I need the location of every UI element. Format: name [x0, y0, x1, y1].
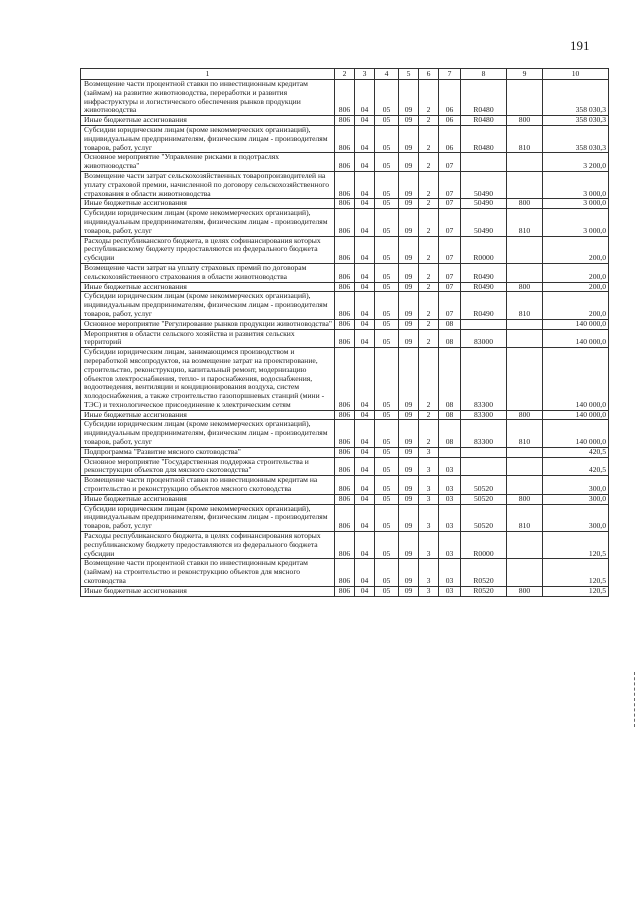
- table-row: [81, 236, 609, 263]
- row-description-cell: Иные бюджетные ассигнования: [81, 199, 335, 209]
- code-expense-type-cell: [507, 153, 543, 172]
- row-description-cell: Возмещение части затрат на уплату страховых премий по договорам сельскохозяйственного страхования в области животноводства: [81, 263, 335, 282]
- code-event-cell: 03: [439, 476, 461, 495]
- code-program-cell: 09: [399, 348, 419, 411]
- code-section-cell: 04: [355, 199, 375, 209]
- code-event-cell: 07: [439, 282, 461, 292]
- code-section-cell: 04: [355, 447, 375, 457]
- code-event-cell: 03: [439, 457, 461, 476]
- amount-cell: 3 000,0: [543, 199, 609, 209]
- code-subprogram-cell: 2: [419, 153, 439, 172]
- amount-cell: 3 000,0: [543, 209, 609, 236]
- code-program-cell: 09: [399, 476, 419, 495]
- code-ministry-cell: 806: [335, 494, 355, 504]
- code-program-cell: 09: [399, 329, 419, 348]
- amount-cell: 140 000,0: [543, 329, 609, 348]
- row-description-cell: Субсидии юридическим лицам, занимающимся производством и переработкой мясопродуктов, на возмещение затрат на проектирование, строительство, реконструкцию, капитальный ремонт, модернизацию объектов электроснабжения, тепло- и пароснабжения, водоснабжения, водоотведения, вентиляции и кондиционирования воздуха, систем холодоснабжения, а также строительство газопоршневых станций (мини - ТЭС) и технологическое присоединение к электрическим сетям: [81, 348, 335, 411]
- amount-cell: 200,0: [543, 263, 609, 282]
- code-direction-cell: R0480: [461, 116, 507, 126]
- code-event-cell: 03: [439, 559, 461, 586]
- code-subsection-cell: 05: [375, 171, 399, 198]
- row-description-cell: Возмещение части процентной ставки по инвестиционным кредитам (займам) на развитие животноводства, переработки и развития инфраструктуры и логистического обеспечения рынков продукции животноводства: [81, 80, 335, 116]
- header-cell: 5: [399, 69, 419, 80]
- table-body: [81, 80, 609, 597]
- code-subsection-cell: 05: [375, 125, 399, 152]
- code-subprogram-cell: 2: [419, 199, 439, 209]
- code-program-cell: 09: [399, 263, 419, 282]
- code-expense-type-cell: [507, 348, 543, 411]
- code-event-cell: 08: [439, 319, 461, 329]
- row-description-cell: Иные бюджетные ассигнования: [81, 116, 335, 126]
- code-direction-cell: R0000: [461, 532, 507, 559]
- code-expense-type-cell: 800: [507, 410, 543, 420]
- code-ministry-cell: 806: [335, 420, 355, 447]
- code-subsection-cell: 05: [375, 319, 399, 329]
- code-section-cell: 04: [355, 457, 375, 476]
- code-direction-cell: 83000: [461, 329, 507, 348]
- table-row: [81, 504, 609, 531]
- code-subsection-cell: 05: [375, 504, 399, 531]
- code-event-cell: 03: [439, 586, 461, 596]
- code-ministry-cell: 806: [335, 476, 355, 495]
- code-subprogram-cell: 2: [419, 263, 439, 282]
- code-subsection-cell: 05: [375, 292, 399, 319]
- amount-cell: 120,5: [543, 532, 609, 559]
- code-expense-type-cell: [507, 447, 543, 457]
- row-description-cell: Возмещение части процентной ставки по инвестиционным кредитам (займам) на строительство и реконструкцию объектов для мясного скотоводства: [81, 559, 335, 586]
- code-program-cell: 09: [399, 504, 419, 531]
- code-subsection-cell: 05: [375, 236, 399, 263]
- code-subprogram-cell: 2: [419, 410, 439, 420]
- row-description-cell: Субсидии юридическим лицам (кроме некоммерческих организаций), индивидуальным предпринимателям, физическим лицам - производителям товаров, работ, услуг: [81, 125, 335, 152]
- code-ministry-cell: 806: [335, 171, 355, 198]
- code-subsection-cell: 05: [375, 410, 399, 420]
- code-direction-cell: [461, 319, 507, 329]
- code-direction-cell: R0520: [461, 586, 507, 596]
- code-expense-type-cell: 810: [507, 420, 543, 447]
- table-row: [81, 348, 609, 411]
- code-direction-cell: 83300: [461, 348, 507, 411]
- table-row: [81, 319, 609, 329]
- code-direction-cell: 50490: [461, 199, 507, 209]
- table-row: [81, 457, 609, 476]
- code-section-cell: 04: [355, 116, 375, 126]
- code-section-cell: 04: [355, 348, 375, 411]
- amount-cell: 300,0: [543, 476, 609, 495]
- code-event-cell: 07: [439, 236, 461, 263]
- amount-cell: 300,0: [543, 494, 609, 504]
- code-ministry-cell: 806: [335, 292, 355, 319]
- code-program-cell: 09: [399, 559, 419, 586]
- table-row: [81, 171, 609, 198]
- code-ministry-cell: 806: [335, 199, 355, 209]
- budget-table: [80, 68, 609, 597]
- row-description-cell: Субсидии юридическим лицам (кроме некоммерческих организаций), индивидуальным предпринимателям, физическим лицам - производителям товаров, работ, услуг: [81, 209, 335, 236]
- code-expense-type-cell: 800: [507, 116, 543, 126]
- code-ministry-cell: 806: [335, 410, 355, 420]
- code-subprogram-cell: 3: [419, 476, 439, 495]
- code-ministry-cell: 806: [335, 586, 355, 596]
- code-subsection-cell: 05: [375, 209, 399, 236]
- code-expense-type-cell: 810: [507, 292, 543, 319]
- code-program-cell: 09: [399, 420, 419, 447]
- code-subprogram-cell: 2: [419, 329, 439, 348]
- code-direction-cell: R0480: [461, 125, 507, 152]
- code-section-cell: 04: [355, 292, 375, 319]
- code-section-cell: 04: [355, 153, 375, 172]
- code-direction-cell: [461, 447, 507, 457]
- code-program-cell: 09: [399, 236, 419, 263]
- header-cell: 2: [335, 69, 355, 80]
- amount-cell: 3 200,0: [543, 153, 609, 172]
- code-program-cell: 09: [399, 116, 419, 126]
- header-cell: 1: [81, 69, 335, 80]
- code-ministry-cell: 806: [335, 348, 355, 411]
- row-description-cell: Возмещение части затрат сельскохозяйственных товаропроизводителей на уплату страховой премии, начисленной по договору сельскохозяйственного страхования в области животноводства: [81, 171, 335, 198]
- header-cell: 3: [355, 69, 375, 80]
- amount-cell: 358 030,3: [543, 116, 609, 126]
- header-cell: 10: [543, 69, 609, 80]
- code-program-cell: 09: [399, 125, 419, 152]
- code-subsection-cell: 05: [375, 263, 399, 282]
- amount-cell: 358 030,3: [543, 80, 609, 116]
- row-description-cell: Иные бюджетные ассигнования: [81, 410, 335, 420]
- code-ministry-cell: 806: [335, 559, 355, 586]
- code-program-cell: 09: [399, 447, 419, 457]
- code-subprogram-cell: 2: [419, 348, 439, 411]
- code-subsection-cell: 05: [375, 329, 399, 348]
- code-section-cell: 04: [355, 319, 375, 329]
- code-subprogram-cell: 2: [419, 319, 439, 329]
- code-event-cell: 07: [439, 199, 461, 209]
- code-subsection-cell: 05: [375, 420, 399, 447]
- code-event-cell: 03: [439, 532, 461, 559]
- code-section-cell: 04: [355, 532, 375, 559]
- code-ministry-cell: 806: [335, 447, 355, 457]
- amount-cell: 200,0: [543, 236, 609, 263]
- code-direction-cell: R0520: [461, 559, 507, 586]
- code-subsection-cell: 05: [375, 282, 399, 292]
- code-ministry-cell: 806: [335, 282, 355, 292]
- code-expense-type-cell: [507, 171, 543, 198]
- code-direction-cell: R0490: [461, 292, 507, 319]
- code-event-cell: 07: [439, 153, 461, 172]
- code-direction-cell: 83300: [461, 410, 507, 420]
- code-ministry-cell: 806: [335, 329, 355, 348]
- code-section-cell: 04: [355, 282, 375, 292]
- code-subsection-cell: 05: [375, 559, 399, 586]
- code-event-cell: 07: [439, 171, 461, 198]
- code-program-cell: 09: [399, 282, 419, 292]
- table-row: [81, 410, 609, 420]
- code-program-cell: 09: [399, 410, 419, 420]
- table-row: [81, 125, 609, 152]
- code-subprogram-cell: 3: [419, 504, 439, 531]
- table-row: [81, 586, 609, 596]
- code-expense-type-cell: 800: [507, 586, 543, 596]
- code-ministry-cell: 806: [335, 457, 355, 476]
- code-event-cell: 08: [439, 420, 461, 447]
- code-program-cell: 09: [399, 457, 419, 476]
- code-expense-type-cell: [507, 457, 543, 476]
- code-subsection-cell: 05: [375, 494, 399, 504]
- amount-cell: 200,0: [543, 282, 609, 292]
- code-program-cell: 09: [399, 494, 419, 504]
- code-direction-cell: R0490: [461, 282, 507, 292]
- table-row: [81, 559, 609, 586]
- code-section-cell: 04: [355, 559, 375, 586]
- code-subprogram-cell: 2: [419, 125, 439, 152]
- amount-cell: 3 000,0: [543, 171, 609, 198]
- code-event-cell: 06: [439, 80, 461, 116]
- code-ministry-cell: 806: [335, 153, 355, 172]
- code-section-cell: 04: [355, 236, 375, 263]
- code-subsection-cell: 05: [375, 457, 399, 476]
- code-event-cell: 03: [439, 504, 461, 531]
- code-program-cell: 09: [399, 209, 419, 236]
- page-number: 191: [570, 38, 590, 53]
- code-ministry-cell: 806: [335, 504, 355, 531]
- code-expense-type-cell: 810: [507, 125, 543, 152]
- code-direction-cell: [461, 153, 507, 172]
- code-subsection-cell: 05: [375, 348, 399, 411]
- code-direction-cell: [461, 457, 507, 476]
- header-cell: 4: [375, 69, 399, 80]
- code-section-cell: 04: [355, 209, 375, 236]
- table-row: [81, 263, 609, 282]
- code-expense-type-cell: [507, 532, 543, 559]
- margin-mark: [634, 672, 636, 727]
- code-event-cell: 06: [439, 125, 461, 152]
- table-row: [81, 447, 609, 457]
- header-cell: 6: [419, 69, 439, 80]
- code-expense-type-cell: [507, 559, 543, 586]
- code-subsection-cell: 05: [375, 153, 399, 172]
- row-description-cell: Иные бюджетные ассигнования: [81, 586, 335, 596]
- header-cell: 9: [507, 69, 543, 80]
- code-expense-type-cell: [507, 80, 543, 116]
- code-ministry-cell: 806: [335, 263, 355, 282]
- table-row: [81, 153, 609, 172]
- amount-cell: 140 000,0: [543, 319, 609, 329]
- code-subprogram-cell: 2: [419, 236, 439, 263]
- code-subprogram-cell: 2: [419, 282, 439, 292]
- code-subsection-cell: 05: [375, 476, 399, 495]
- code-subsection-cell: 05: [375, 199, 399, 209]
- code-section-cell: 04: [355, 329, 375, 348]
- code-subsection-cell: 05: [375, 116, 399, 126]
- code-subsection-cell: 05: [375, 447, 399, 457]
- code-expense-type-cell: 810: [507, 209, 543, 236]
- code-ministry-cell: 806: [335, 116, 355, 126]
- amount-cell: 200,0: [543, 292, 609, 319]
- code-section-cell: 04: [355, 586, 375, 596]
- code-subprogram-cell: 2: [419, 171, 439, 198]
- code-event-cell: 07: [439, 209, 461, 236]
- code-program-cell: 09: [399, 199, 419, 209]
- code-direction-cell: 50520: [461, 476, 507, 495]
- code-expense-type-cell: [507, 319, 543, 329]
- code-section-cell: 04: [355, 263, 375, 282]
- code-expense-type-cell: [507, 329, 543, 348]
- code-subprogram-cell: 3: [419, 457, 439, 476]
- code-subprogram-cell: 2: [419, 116, 439, 126]
- code-expense-type-cell: 800: [507, 282, 543, 292]
- row-description-cell: Основное мероприятие "Управление рисками в подотраслях животноводства": [81, 153, 335, 172]
- code-section-cell: 04: [355, 420, 375, 447]
- code-event-cell: 08: [439, 329, 461, 348]
- code-ministry-cell: 806: [335, 319, 355, 329]
- code-expense-type-cell: [507, 263, 543, 282]
- code-subprogram-cell: 3: [419, 559, 439, 586]
- table-row: [81, 116, 609, 126]
- code-program-cell: 09: [399, 586, 419, 596]
- code-ministry-cell: 806: [335, 125, 355, 152]
- code-section-cell: 04: [355, 494, 375, 504]
- amount-cell: 300,0: [543, 504, 609, 531]
- code-expense-type-cell: [507, 236, 543, 263]
- code-section-cell: 04: [355, 80, 375, 116]
- table-row: [81, 476, 609, 495]
- code-subprogram-cell: 3: [419, 494, 439, 504]
- code-subprogram-cell: 2: [419, 420, 439, 447]
- code-direction-cell: 50520: [461, 504, 507, 531]
- row-description-cell: Подпрограмма "Развитие мясного скотоводства": [81, 447, 335, 457]
- code-direction-cell: 83300: [461, 420, 507, 447]
- table-row: [81, 80, 609, 116]
- code-subprogram-cell: 2: [419, 80, 439, 116]
- row-description-cell: Иные бюджетные ассигнования: [81, 282, 335, 292]
- code-subsection-cell: 05: [375, 80, 399, 116]
- code-subsection-cell: 05: [375, 586, 399, 596]
- table-row: [81, 329, 609, 348]
- code-event-cell: 07: [439, 263, 461, 282]
- code-program-cell: 09: [399, 532, 419, 559]
- code-expense-type-cell: 800: [507, 199, 543, 209]
- amount-cell: 140 000,0: [543, 420, 609, 447]
- row-description-cell: Основное мероприятие "Регулирование рынков продукции животноводства": [81, 319, 335, 329]
- code-program-cell: 09: [399, 292, 419, 319]
- header-row: [81, 69, 609, 80]
- row-description-cell: Основное мероприятие "Государственная поддержка строительства и реконструкции объектов для мясного скотоводства": [81, 457, 335, 476]
- code-event-cell: 06: [439, 116, 461, 126]
- code-subprogram-cell: 3: [419, 586, 439, 596]
- code-expense-type-cell: [507, 476, 543, 495]
- code-event-cell: 03: [439, 494, 461, 504]
- code-direction-cell: R0000: [461, 236, 507, 263]
- table-row: [81, 420, 609, 447]
- row-description-cell: Субсидии юридическим лицам (кроме некоммерческих организаций), индивидуальным предпринимателям, физическим лицам - производителям товаров, работ, услуг: [81, 292, 335, 319]
- row-description-cell: Расходы республиканского бюджета, в целях софинансирования которых республиканскому бюджету предоставляются из федерального бюджета субсидии: [81, 236, 335, 263]
- code-subprogram-cell: 3: [419, 447, 439, 457]
- code-section-cell: 04: [355, 504, 375, 531]
- code-direction-cell: 50490: [461, 209, 507, 236]
- table-row: [81, 199, 609, 209]
- amount-cell: 120,5: [543, 586, 609, 596]
- code-event-cell: 07: [439, 292, 461, 319]
- code-direction-cell: 50490: [461, 171, 507, 198]
- row-description-cell: Мероприятия в области сельского хозяйства и развития сельских территорий: [81, 329, 335, 348]
- code-ministry-cell: 806: [335, 80, 355, 116]
- table-row: [81, 532, 609, 559]
- code-program-cell: 09: [399, 80, 419, 116]
- code-event-cell: [439, 447, 461, 457]
- code-ministry-cell: 806: [335, 532, 355, 559]
- amount-cell: 140 000,0: [543, 410, 609, 420]
- code-subsection-cell: 05: [375, 532, 399, 559]
- table-row: [81, 209, 609, 236]
- code-section-cell: 04: [355, 476, 375, 495]
- header-cell: 7: [439, 69, 461, 80]
- code-section-cell: 04: [355, 171, 375, 198]
- code-subprogram-cell: 3: [419, 532, 439, 559]
- code-ministry-cell: 806: [335, 209, 355, 236]
- code-event-cell: 08: [439, 410, 461, 420]
- code-subprogram-cell: 2: [419, 209, 439, 236]
- code-program-cell: 09: [399, 319, 419, 329]
- code-event-cell: 08: [439, 348, 461, 411]
- code-expense-type-cell: 810: [507, 504, 543, 531]
- amount-cell: 420,5: [543, 457, 609, 476]
- row-description-cell: Субсидии юридическим лицам (кроме некоммерческих организаций), индивидуальным предпринимателям, физическим лицам - производителям товаров, работ, услуг: [81, 420, 335, 447]
- amount-cell: 358 030,3: [543, 125, 609, 152]
- header-cell: 8: [461, 69, 507, 80]
- row-description-cell: Расходы республиканского бюджета, в целях софинансирования которых республиканскому бюджету предоставляются из федерального бюджета субсидии: [81, 532, 335, 559]
- table-row: [81, 494, 609, 504]
- code-subprogram-cell: 2: [419, 292, 439, 319]
- code-direction-cell: R0480: [461, 80, 507, 116]
- amount-cell: 140 000,0: [543, 348, 609, 411]
- code-program-cell: 09: [399, 153, 419, 172]
- code-program-cell: 09: [399, 171, 419, 198]
- code-direction-cell: 50520: [461, 494, 507, 504]
- row-description-cell: Иные бюджетные ассигнования: [81, 494, 335, 504]
- row-description-cell: Субсидии юридическим лицам (кроме некоммерческих организаций), индивидуальным предпринимателям, физическим лицам - производителям товаров, работ, услуг: [81, 504, 335, 531]
- code-expense-type-cell: 800: [507, 494, 543, 504]
- code-direction-cell: R0490: [461, 263, 507, 282]
- table-row: [81, 292, 609, 319]
- table-row: [81, 282, 609, 292]
- code-section-cell: 04: [355, 125, 375, 152]
- amount-cell: 120,5: [543, 559, 609, 586]
- row-description-cell: Возмещение части процентной ставки по инвестиционным кредитам на строительство и реконструкцию объектов мясного скотоводства: [81, 476, 335, 495]
- code-ministry-cell: 806: [335, 236, 355, 263]
- amount-cell: 420,5: [543, 447, 609, 457]
- code-section-cell: 04: [355, 410, 375, 420]
